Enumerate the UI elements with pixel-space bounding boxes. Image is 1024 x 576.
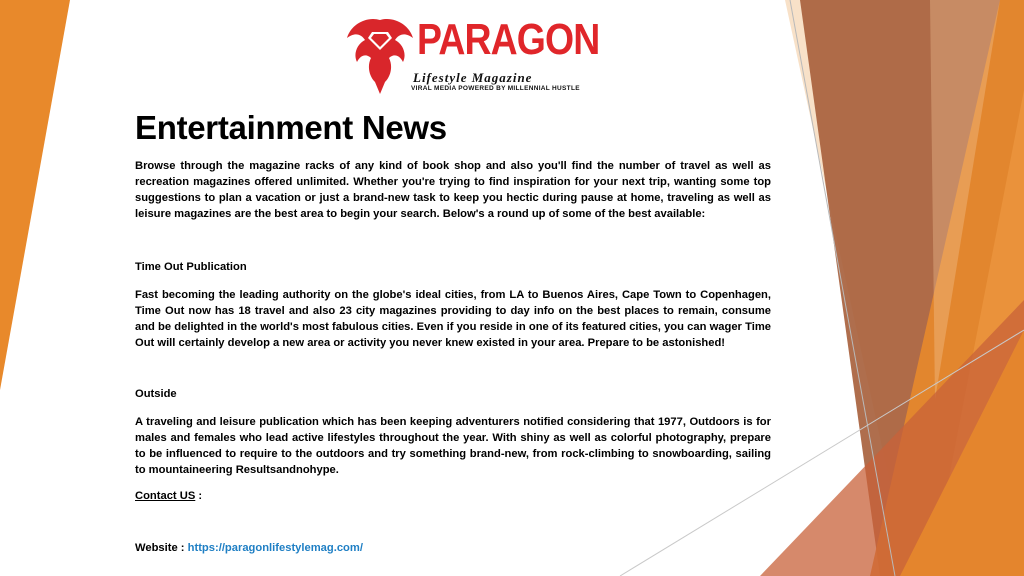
- website-link[interactable]: https://paragonlifestylemag.com/: [187, 542, 363, 554]
- section-heading-outside: Outside: [135, 388, 177, 400]
- left-orange-shape: [0, 0, 70, 390]
- phoenix-icon: [345, 14, 415, 96]
- section-heading-time-out: Time Out Publication: [135, 261, 247, 273]
- contact-us-label: Contact US: [135, 490, 196, 502]
- logo-wordmark: PARAGON: [417, 15, 600, 64]
- website-line: [135, 540, 771, 556]
- section-body-time-out: Fast becoming the leading authority on the globe's ideal cities, from LA to Buenos Aires, Cape Town to Copenhagen, Time Out now has 18 travel and also 23 city magazines providing to day info on the best places to remain, consume and be delighted in the world's most fabulous cities. Even if you reside in one of its featured cities, you can wager Time Out will certainly develop a new area or activity you never knew existed in your area. Prepare to be astonished!: [135, 289, 771, 349]
- logo-tagline: VIRAL MEDIA POWERED BY MILLENNIAL HUSTLE: [411, 85, 580, 92]
- intro-paragraph: Browse through the magazine racks of any kind of book shop and also you'll find the number of travel as well as recreation magazines offered unlimited. Whether you're trying to find inspiration for your next trip, wanting some top suggestions to plan a vacation or just a brand-new task to keep you hectic during pause at home, traveling as well as leisure magazines are the best area to begin your search. Below's a round up of some of the best available:: [135, 160, 771, 220]
- paragon-logo: [345, 14, 600, 98]
- website-label: Website :: [135, 542, 188, 554]
- contact-suffix: :: [195, 490, 203, 502]
- article: [135, 108, 771, 556]
- contact-line: [135, 488, 771, 504]
- page-title: Entertainment News: [135, 109, 447, 146]
- section-body-outside: A traveling and leisure publication which has been keeping adventurers notified considering that 1977, Outdoors is for males and females who lead active lifestyles throughout the year. With shiny as well as colorful photography, prepare to be influenced to require to the outdoors and try something brand-new, from rock-climbing to snowboarding, sailing to mountaineering Resultsandnohype.: [135, 416, 771, 476]
- logo-subtitle: Lifestyle Magazine: [413, 70, 533, 85]
